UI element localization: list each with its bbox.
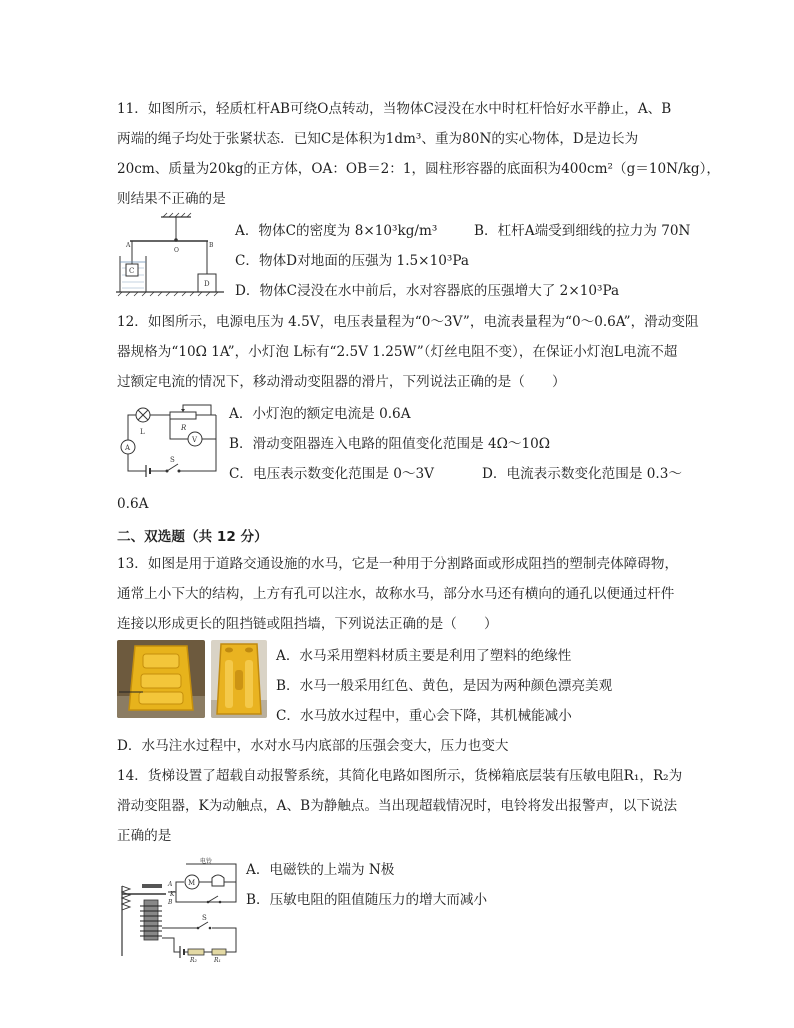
fig11-label-a: A [126, 242, 131, 249]
fig14-label-bell: 电铃 [200, 858, 213, 865]
q12-text-line-3: 过额定电流的情况下，移动滑动变阻器的滑片，下列说法正确的是（ ） [117, 374, 566, 390]
q13-option-b: B．水马一般采用红色、黄色，是因为两种颜色漂亮美观 [276, 678, 613, 694]
water-barrier-photo-2 [211, 640, 267, 718]
fig11-label-c: C [129, 267, 135, 275]
q13-option-d: D．水马注水过程中，水对水马内底部的压强会变大，压力也变大 [117, 738, 509, 754]
q12-option-d-continued: 0.6A [117, 496, 149, 512]
svg-text:K: K [170, 891, 175, 898]
fig11-label-o: O [174, 247, 179, 254]
water-barrier-photo-1 [117, 640, 205, 718]
fig12-label-v: V [192, 436, 198, 444]
fig11-label-d: D [204, 280, 210, 288]
q14-text-line-2: 滑动变阻器，K为动触点，A、B为静触点。当出现超载情况时，电铃将发出报警声，以下说法 [117, 798, 678, 814]
q11-text-line-2: 两端的绳子均处于张紧状态．已知C是体积为1dm³、重为80N的实心物体，D是边长为 [117, 131, 639, 147]
q14-text-line-1: 14．货梯设置了超载自动报警系统，其简化电路如图所示，货梯箱底层装有压敏电阻R₁，R₂为 [117, 768, 683, 784]
q14-option-b: B．压敏电阻的阻值随压力的增大而减小 [246, 892, 488, 908]
elevator-alarm-circuit [116, 856, 240, 962]
fig14-label-r1: R₁ [214, 957, 221, 962]
svg-text:A: A [168, 881, 173, 888]
fig12-label-a: A [125, 444, 131, 452]
section-heading-double-choice: 二、双选题（共 12 分） [117, 529, 268, 545]
fig12-label-l: L [140, 428, 145, 436]
q12-text-line-1: 12．如图所示，电源电压为 4.5V，电压表量程为“0～3V”，电流表量程为“0～0.6A”，滑动变阻 [117, 314, 699, 330]
q11-text-line-3: 20cm、质量为20kg的正方体，OA：OB＝2：1，圆柱形容器的底面积为400cm²（g＝10N/kg）， [117, 161, 720, 177]
fig14-label-m: M [188, 879, 196, 887]
q14-text-line-3: 正确的是 [117, 828, 172, 844]
q12-option-d: D．电流表示数变化范围是 0.3～ [482, 466, 682, 482]
q13-text-line-2: 通常上小下大的结构，上方有孔可以注水，故称水马，部分水马还有横向的通孔以便通过杆件 [117, 586, 675, 602]
fig14-label-s: S [202, 914, 207, 922]
svg-text:B: B [168, 899, 173, 906]
q13-text-line-1: 13．如图是用于道路交通设施的水马，它是一种用于分割路面或形成阻挡的塑制壳体障碍物， [117, 556, 679, 572]
q11-text-line-4: 则结果不正确的是 [117, 191, 226, 207]
q13-text-line-3: 连接以形成更长的阻挡链或阻挡墙，下列说法正确的是（ ） [117, 616, 498, 632]
circuit-diagram-q12 [116, 403, 222, 479]
q12-option-c: C．电压表示数变化范围是 0～3V [229, 466, 434, 482]
q13-option-c: C．水马放水过程中，重心会下降，其机械能减小 [276, 708, 572, 724]
fig12-label-r: R [181, 424, 187, 432]
q11-option-a: A．物体C的密度为 8×10³kg/m³ [235, 223, 438, 239]
q11-option-d: D．物体C浸没在水中前后，水对容器底的压强增大了 2×10³Pa [235, 283, 620, 299]
fig14-label-r2: R₂ [190, 957, 197, 962]
q11-option-b: B．杠杆A端受到细线的拉力为 70N [474, 223, 691, 239]
q14-option-a: A．电磁铁的上端为 N极 [246, 862, 395, 878]
q13-option-a: A．水马采用塑料材质主要是利用了塑料的绝缘性 [276, 648, 572, 664]
q12-text-line-2: 器规格为“10Ω 1A”，小灯泡 L标有“2.5V 1.25W”（灯丝电阻不变），在保证小灯泡L电流不超 [117, 344, 678, 360]
fig11-label-b: B [209, 242, 214, 249]
q12-option-a: A．小灯泡的额定电流是 0.6A [229, 406, 411, 422]
fig12-label-s: S [170, 456, 175, 464]
q11-text-line-1: 11．如图所示，轻质杠杆AB可绕O点转动，当物体C浸没在水中时杠杆恰好水平静止，A、B [117, 101, 672, 117]
q12-option-b: B．滑动变阻器连入电路的阻值变化范围是 4Ω～10Ω [229, 436, 551, 452]
q11-option-c: C．物体D对地面的压强为 1.5×10³Pa [235, 253, 469, 269]
lever-diagram [116, 212, 226, 300]
